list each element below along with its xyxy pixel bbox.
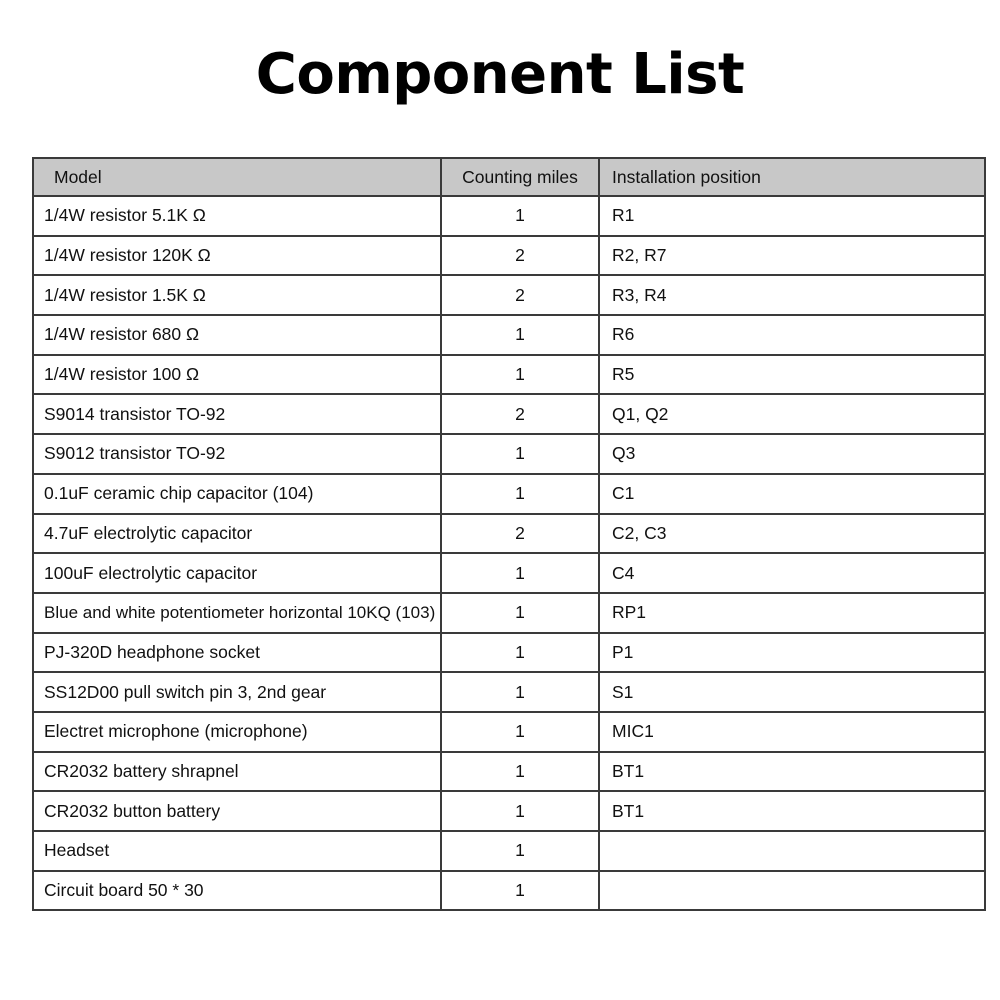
model-cell: S9014 transistor TO-92 (33, 394, 441, 434)
model-cell: 1/4W resistor 680 Ω (33, 315, 441, 355)
model-cell: 1/4W resistor 100 Ω (33, 355, 441, 395)
position-cell: C1 (599, 474, 985, 514)
table-header-row (33, 158, 985, 196)
count-cell: 1 (441, 633, 599, 673)
model-cell: 1/4W resistor 1.5K Ω (33, 275, 441, 315)
model-cell: 1/4W resistor 120K Ω (33, 236, 441, 276)
count-cell: 2 (441, 394, 599, 434)
model-cell: CR2032 button battery (33, 791, 441, 831)
table-row (33, 633, 985, 673)
position-cell: R2, R7 (599, 236, 985, 276)
position-cell: R6 (599, 315, 985, 355)
table-row (33, 236, 985, 276)
count-cell: 1 (441, 196, 599, 236)
model-cell: CR2032 battery shrapnel (33, 752, 441, 792)
model-cell: 4.7uF electrolytic capacitor (33, 514, 441, 554)
count-cell: 1 (441, 593, 599, 633)
position-cell: BT1 (599, 752, 985, 792)
model-cell: S9012 transistor TO-92 (33, 434, 441, 474)
table-body (33, 196, 985, 910)
model-cell: 0.1uF ceramic chip capacitor (104) (33, 474, 441, 514)
position-cell: RP1 (599, 593, 985, 633)
table-row (33, 196, 985, 236)
count-cell: 1 (441, 315, 599, 355)
model-cell: SS12D00 pull switch pin 3, 2nd gear (33, 672, 441, 712)
count-cell: 1 (441, 791, 599, 831)
position-cell: R1 (599, 196, 985, 236)
count-cell: 1 (441, 831, 599, 871)
position-cell: C2, C3 (599, 514, 985, 554)
count-cell: 1 (441, 434, 599, 474)
table-row (33, 553, 985, 593)
count-cell: 2 (441, 514, 599, 554)
model-cell: Circuit board 50 * 30 (33, 871, 441, 911)
table-row (33, 791, 985, 831)
position-cell: R5 (599, 355, 985, 395)
model-cell: Headset (33, 831, 441, 871)
position-cell: S1 (599, 672, 985, 712)
page-title: Component List (255, 42, 745, 107)
model-cell: 1/4W resistor 5.1K Ω (33, 196, 441, 236)
position-cell (599, 831, 985, 871)
position-cell (599, 871, 985, 911)
table-row (33, 394, 985, 434)
count-cell: 1 (441, 712, 599, 752)
position-cell: P1 (599, 633, 985, 673)
position-cell: C4 (599, 553, 985, 593)
table-row (33, 831, 985, 871)
count-cell: 1 (441, 672, 599, 712)
model-cell: 100uF electrolytic capacitor (33, 553, 441, 593)
model-cell: Blue and white potentiometer horizontal 10KQ (103) (33, 593, 441, 633)
table-row (33, 315, 985, 355)
count-cell: 1 (441, 553, 599, 593)
table-row (33, 752, 985, 792)
table-row (33, 355, 985, 395)
count-cell: 1 (441, 355, 599, 395)
header-position: Installation position (599, 158, 985, 196)
table-row (33, 593, 985, 633)
count-cell: 1 (441, 871, 599, 911)
model-cell: PJ-320D headphone socket (33, 633, 441, 673)
count-cell: 1 (441, 752, 599, 792)
component-table (32, 157, 986, 911)
table-row (33, 434, 985, 474)
count-cell: 1 (441, 474, 599, 514)
table-row (33, 672, 985, 712)
table-row (33, 474, 985, 514)
count-cell: 2 (441, 236, 599, 276)
position-cell: R3, R4 (599, 275, 985, 315)
table-row (33, 871, 985, 911)
table-row (33, 514, 985, 554)
position-cell: Q1, Q2 (599, 394, 985, 434)
table-row (33, 712, 985, 752)
header-count: Counting miles (441, 158, 599, 196)
count-cell: 2 (441, 275, 599, 315)
position-cell: Q3 (599, 434, 985, 474)
model-cell: Electret microphone (microphone) (33, 712, 441, 752)
position-cell: BT1 (599, 791, 985, 831)
header-model: Model (33, 158, 441, 196)
position-cell: MIC1 (599, 712, 985, 752)
table-row (33, 275, 985, 315)
